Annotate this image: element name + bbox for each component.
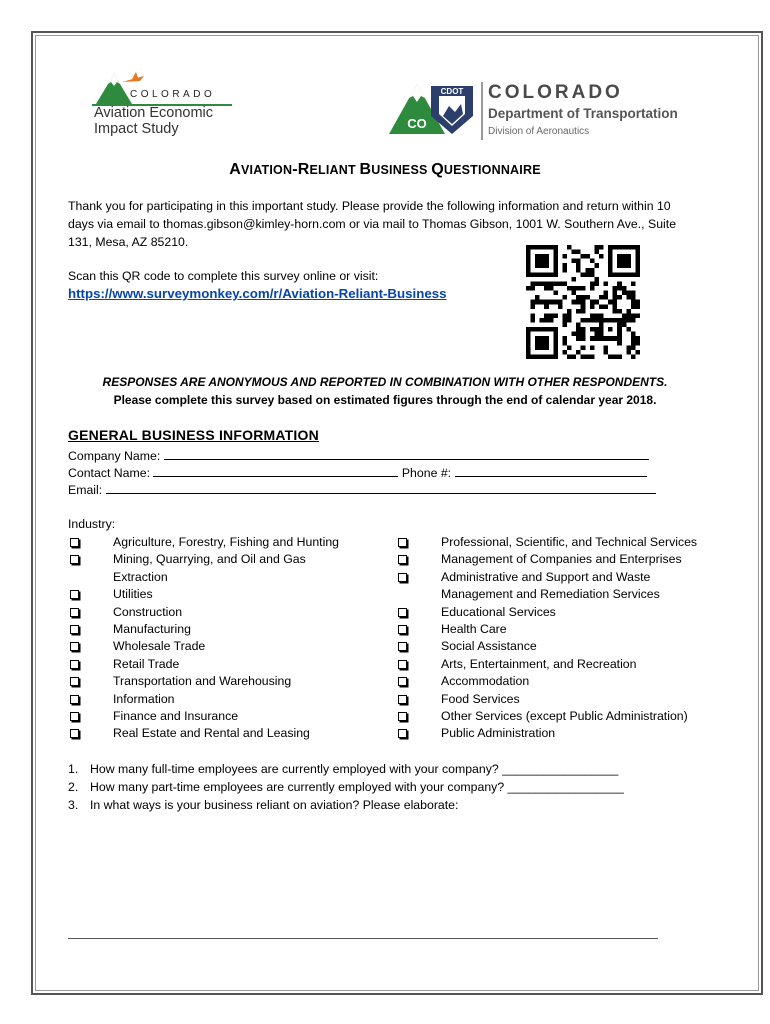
right-checkbox-10[interactable] — [398, 712, 407, 721]
cdot-logo — [387, 78, 687, 140]
right-checkbox-0[interactable] — [398, 538, 407, 547]
right-option-label: Other Services (except Public Administration) — [441, 709, 688, 723]
right-option-label: Management of Companies and Enterprises — [441, 552, 682, 567]
page-title: AVIATION-RELIANT BUSINESS QUESTIONNAIRE — [229, 161, 541, 178]
right-checkbox-1[interactable] — [398, 555, 407, 564]
right-option-label: Public Administration — [441, 726, 556, 741]
left-option-label: Transportation and Warehousing — [113, 674, 292, 689]
right-option-label: Arts, Entertainment, and Recreation — [441, 656, 637, 671]
company-name-row — [68, 448, 649, 463]
company-name-input[interactable] — [164, 448, 649, 460]
company-name-label: Company Name: — [68, 449, 161, 463]
phone-label: Phone #: — [401, 466, 452, 480]
cdot-badge-text: CDOT — [440, 87, 464, 96]
contact-row — [68, 465, 647, 480]
survey-link[interactable]: https://www.surveymonkey.com/r/Aviation-Reliant-Business — [68, 286, 447, 301]
logo-state: COLORADO — [130, 89, 216, 100]
left-option-label: Agriculture, Forestry, Fishing and Hunting — [113, 535, 339, 549]
left-checkbox-10[interactable] — [70, 712, 79, 721]
right-checkbox-4[interactable] — [398, 608, 407, 617]
qr-code[interactable] — [526, 245, 640, 359]
left-checkbox-7[interactable] — [70, 660, 79, 669]
left-checkbox-11[interactable] — [70, 729, 79, 738]
left-checkbox-6[interactable] — [70, 642, 79, 651]
intro-line3: 131, Mesa, AZ 85210. — [68, 235, 189, 249]
left-option-label: Real Estate and Rental and Leasing — [113, 726, 310, 741]
section-heading-general: GENERAL BUSINESS INFORMATION — [68, 427, 319, 443]
cdot-division: Division of Aeronautics — [488, 126, 590, 137]
right-option-label: Accommodation — [441, 674, 530, 689]
left-option-label: Utilities — [113, 587, 153, 602]
email-label: Email: — [68, 483, 103, 497]
left-option-label: Information — [113, 691, 175, 706]
estimate-notice: Please complete this survey based on estimated figures through the end of calendar year 2018. — [113, 393, 657, 407]
right-option-label: Food Services — [441, 691, 520, 706]
industry-label: Industry: — [68, 517, 116, 531]
question-2-answer[interactable]: _________________ — [507, 780, 624, 794]
intro-line2: days via email to thomas.gibson@kimley-horn.com or via mail to Thomas Gibson, 1001 W. Southern Ave., Suite — [68, 217, 677, 231]
right-checkbox-5[interactable] — [398, 625, 407, 634]
left-checkbox-5[interactable] — [70, 625, 79, 634]
left-checkbox-9[interactable] — [70, 695, 79, 704]
left-option-label: Mining, Quarrying, and Oil and Gas — [113, 552, 306, 567]
right-option-label: Health Care — [441, 622, 507, 636]
right-checkbox-9[interactable] — [398, 695, 407, 704]
right-option-label: Educational Services — [441, 604, 556, 619]
left-option-label: Manufacturing — [113, 622, 191, 636]
intro-line1: Thank you for participating in this important study. Please provide the following information and return within 10 — [68, 199, 671, 213]
left-option-label: Extraction — [113, 569, 168, 584]
right-checkbox-11[interactable] — [398, 729, 407, 738]
logo-divider — [481, 82, 483, 140]
left-checkbox-8[interactable] — [70, 677, 79, 686]
left-option-label: Retail Trade — [113, 656, 180, 671]
cdot-initials: CO — [407, 116, 427, 131]
cdot-emblem-icon — [387, 80, 479, 138]
question-1: 1. How many full-time employees are currently employed with your company? _________________ — [68, 762, 619, 776]
mountain-plane-icon — [92, 68, 152, 108]
email-input[interactable] — [106, 482, 656, 494]
left-checkbox-4[interactable] — [70, 608, 79, 617]
contact-name-input[interactable] — [153, 465, 398, 477]
left-option-label: Construction — [113, 604, 183, 619]
left-checkbox-1[interactable] — [70, 555, 79, 564]
cdot-dept: Department of Transportation — [488, 106, 678, 121]
contact-name-label: Contact Name: — [68, 466, 151, 480]
right-option-label: Professional, Scientific, and Technical Services — [441, 535, 698, 549]
question-3: 3. In what ways is your business reliant on aviation? Please elaborate: — [68, 798, 459, 812]
cdot-state: COLORADO — [488, 82, 623, 103]
right-checkbox-7[interactable] — [398, 660, 407, 669]
question-1-answer[interactable]: _________________ — [502, 762, 619, 776]
right-checkbox-2[interactable] — [398, 573, 407, 582]
right-option-label: Management and Remediation Services — [441, 587, 660, 602]
right-option-label: Social Assistance — [441, 639, 537, 654]
logo-line1: Aviation Economic — [94, 105, 214, 121]
phone-input[interactable] — [455, 465, 647, 477]
left-option-label: Wholesale Trade — [113, 639, 206, 654]
anonymous-notice: RESPONSES ARE ANONYMOUS AND REPORTED IN COMBINATION WITH OTHER RESPONDENTS. — [102, 375, 668, 389]
scan-instruction: Scan this QR code to complete this survey online or visit: — [68, 269, 379, 283]
aviation-study-logo — [88, 68, 238, 140]
answer-line[interactable] — [68, 938, 658, 939]
left-option-label: Finance and Insurance — [113, 709, 239, 723]
right-option-label: Administrative and Support and Waste — [441, 569, 651, 584]
right-checkbox-6[interactable] — [398, 642, 407, 651]
right-checkbox-8[interactable] — [398, 677, 407, 686]
left-checkbox-3[interactable] — [70, 590, 79, 599]
question-2: 2. How many part-time employees are currently employed with your company? _________________ — [68, 780, 624, 794]
left-checkbox-0[interactable] — [70, 538, 79, 547]
email-row — [68, 482, 656, 497]
intro-paragraph — [68, 197, 708, 251]
logo-line2: Impact Study — [94, 121, 179, 137]
